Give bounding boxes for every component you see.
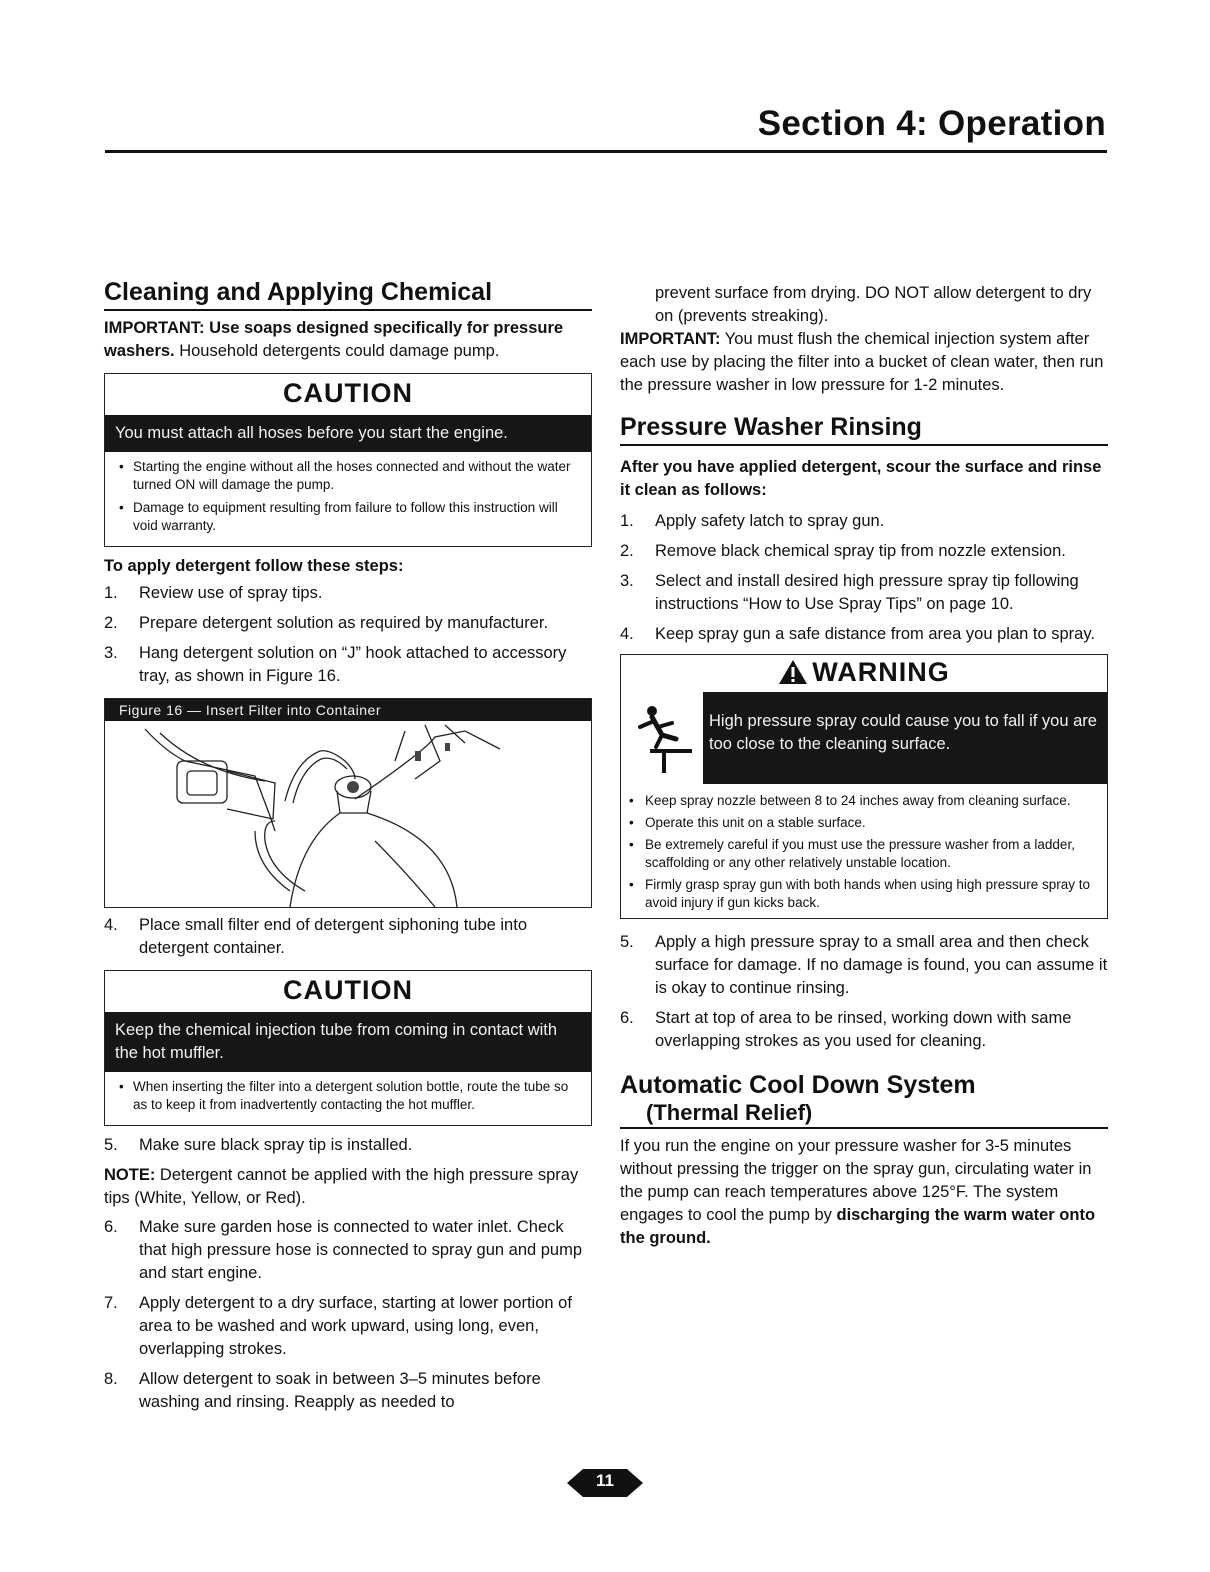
important-bold: IMPORTANT: Use soaps designed specifically for pressure washers. xyxy=(104,318,564,360)
caution-bullets xyxy=(105,1072,591,1125)
caution-bullet: • Damage to equipment resulting from failure to follow this instruction will void warranty. xyxy=(115,499,581,535)
list-item xyxy=(104,1134,592,1157)
cool-down-paragraph xyxy=(620,1135,1108,1250)
filter-container-illustration xyxy=(105,721,592,907)
step-number: 2. xyxy=(620,541,634,560)
steps-heading: To apply detergent follow these steps: xyxy=(104,556,404,575)
step-number: 1. xyxy=(104,583,118,602)
step-text: Review use of spray tips. xyxy=(139,583,323,602)
rinse-steps-a xyxy=(620,510,1108,646)
warning-bullet: • Firmly grasp spray gun with both hands when using high pressure spray to avoid injury if gun kicks back. xyxy=(629,876,1090,910)
caution-bullets xyxy=(105,452,591,546)
rinse-steps-b xyxy=(620,931,1108,1053)
step-number: 3. xyxy=(620,571,634,590)
step-text: Select and install desired high pressure spray tip following instructions “How to Use Spray Tips” on page 10. xyxy=(655,571,1079,613)
cool-down-heading xyxy=(620,1071,1108,1129)
important-text: You must flush the chemical injection system after each use by placing the filter into a bucket of clean water, then run the pressure washer in low pressure for 1-2 minutes. xyxy=(620,330,1104,394)
flush-important-paragraph xyxy=(620,328,1108,397)
figure-caption: Figure 16 — Insert Filter into Container xyxy=(105,699,591,721)
list-item xyxy=(620,1007,1108,1053)
caution-title: CAUTION xyxy=(283,974,413,1005)
step-number: 6. xyxy=(104,1217,118,1236)
list-item xyxy=(620,510,1108,533)
step-text: Remove black chemical spray tip from nozzle extension. xyxy=(655,541,1066,560)
caution-banner: Keep the chemical injection tube from coming in contact with the hot muffler. xyxy=(105,1012,591,1072)
warning-bullet-text: Operate this unit on a stable surface. xyxy=(645,814,866,830)
list-item xyxy=(104,612,592,635)
cool-down-title: Automatic Cool Down System xyxy=(620,1070,976,1099)
warning-triangle-icon xyxy=(778,659,808,685)
warning-banner: High pressure spray could cause you to fall if you are too close to the cleaning surface. xyxy=(703,692,1107,784)
continued-text: prevent surface from drying. DO NOT allow detergent to dry on (prevents streaking). xyxy=(655,284,1092,325)
step-number: 5. xyxy=(620,932,634,951)
note-paragraph xyxy=(104,1164,592,1210)
step-text: Make sure garden hose is connected to water inlet. Check that high pressure hose is connected to spray gun and pump and start engine. xyxy=(139,1217,583,1282)
step-number: 6. xyxy=(620,1008,634,1027)
steps-list-c xyxy=(104,1134,592,1157)
steps-list-b xyxy=(104,914,592,960)
step-text: Keep spray gun a safe distance from area you plan to spray. xyxy=(655,624,1095,643)
warning-bullet-text: Firmly grasp spray gun with both hands when using high pressure spray to avoid injury if gun kicks back. xyxy=(645,876,1090,910)
cool-down-subtitle: (Thermal Relief) xyxy=(646,1099,813,1125)
warning-bullet: • Operate this unit on a stable surface. xyxy=(629,814,866,830)
page-number: 11 xyxy=(596,1471,614,1490)
caution-bullet: • Starting the engine without all the hoses connected and without the water turned ON will damage the pump. xyxy=(115,458,581,494)
rinsing-heading: Pressure Washer Rinsing xyxy=(620,413,1108,446)
steps-list-d xyxy=(104,1216,592,1414)
warning-bullet: • Keep spray nozzle between 8 to 24 inches away from cleaning surface. xyxy=(629,792,1071,808)
warning-bullet-text: Be extremely careful if you must use the pressure washer from a ladder, scaffolding or any other relatively unstable location. xyxy=(645,836,1075,870)
fall-hazard-icon xyxy=(621,692,703,784)
step-text: Start at top of area to be rinsed, working down with same overlapping strokes as you used for cleaning. xyxy=(655,1008,1072,1050)
step-number: 1. xyxy=(620,511,634,530)
step-text: Hang detergent solution on “J” hook attached to accessory tray, as shown in Figure 16. xyxy=(139,643,567,685)
step-text: Apply safety latch to spray gun. xyxy=(655,511,885,530)
list-item xyxy=(620,570,1108,616)
warning-box xyxy=(620,654,1108,919)
figure-16 xyxy=(104,698,592,908)
list-item xyxy=(104,1368,592,1414)
important-rest: Household detergents could damage pump. xyxy=(174,341,500,360)
step-text: Apply a high pressure spray to a small area and then check surface for damage. If no damage is found, you can assume it is okay to continue rinsing. xyxy=(655,932,1108,997)
step-text: Prepare detergent solution as required by manufacturer. xyxy=(139,613,549,632)
list-item xyxy=(104,1216,592,1285)
list-item xyxy=(620,540,1108,563)
warning-bullet-text: Keep spray nozzle between 8 to 24 inches away from cleaning surface. xyxy=(645,792,1071,808)
step-number: 7. xyxy=(104,1293,118,1312)
caution-banner: You must attach all hoses before you start the engine. xyxy=(105,415,591,452)
cool-down-bold: discharging the warm water onto the ground. xyxy=(620,1205,1096,1247)
list-item xyxy=(620,931,1108,1000)
note-label: NOTE: xyxy=(104,1165,156,1184)
header-rule xyxy=(105,150,1107,153)
step-number: 5. xyxy=(104,1135,118,1154)
list-item xyxy=(620,623,1108,646)
step-number: 3. xyxy=(104,643,118,662)
left-column xyxy=(104,270,592,1421)
step-text: Place small filter end of detergent siphoning tube into detergent container. xyxy=(139,915,527,957)
caution-title: CAUTION xyxy=(283,377,413,408)
step-number: 2. xyxy=(104,613,118,632)
step-number: 4. xyxy=(620,624,634,643)
cleaning-heading: Cleaning and Applying Chemical xyxy=(104,278,592,311)
list-item xyxy=(104,582,592,605)
right-column xyxy=(620,282,1108,1250)
step-text: Allow detergent to soak in between 3–5 minutes before washing and rinsing. Reapply as needed to xyxy=(139,1369,541,1411)
cool-down-text: If you run the engine on your pressure washer for 3-5 minutes without pressing the trigger on the spray gun, circulating water in the pump can reach temperatures above 125°F. The system engages to cool the pump by xyxy=(620,1136,1092,1224)
warning-title-row xyxy=(621,655,1107,692)
section-title: Section 4: Operation xyxy=(757,104,1106,143)
caution-box-hoses xyxy=(104,373,592,547)
warning-bullets xyxy=(621,784,1107,918)
important-paragraph xyxy=(104,317,592,363)
step-text: Make sure black spray tip is installed. xyxy=(139,1135,413,1154)
rinse-intro: After you have applied detergent, scour the surface and rinse it clean as follows: xyxy=(620,457,1102,499)
warning-bullet: • Be extremely careful if you must use the pressure washer from a ladder, scaffolding or any other relatively unstable location. xyxy=(629,836,1075,870)
caution-bullet: • When inserting the filter into a detergent solution bottle, route the tube so as to keep it from inadvertently contacting the hot muffler. xyxy=(115,1078,581,1114)
list-item xyxy=(104,914,592,960)
note-text: Detergent cannot be applied with the high pressure spray tips (White, Yellow, or Red). xyxy=(104,1165,579,1207)
step-number: 8. xyxy=(104,1369,118,1388)
warning-row xyxy=(621,692,1107,784)
important-label: IMPORTANT: xyxy=(620,330,721,348)
step-number: 4. xyxy=(104,915,118,934)
steps-list-a xyxy=(104,582,592,688)
step-text: Apply detergent to a dry surface, starting at lower portion of area to be washed and work upward, using long, even, overlapping strokes. xyxy=(139,1293,572,1358)
warning-title: WARNING xyxy=(812,656,950,687)
list-item xyxy=(104,1292,592,1361)
list-item xyxy=(104,642,592,688)
caution-box-muffler xyxy=(104,970,592,1126)
